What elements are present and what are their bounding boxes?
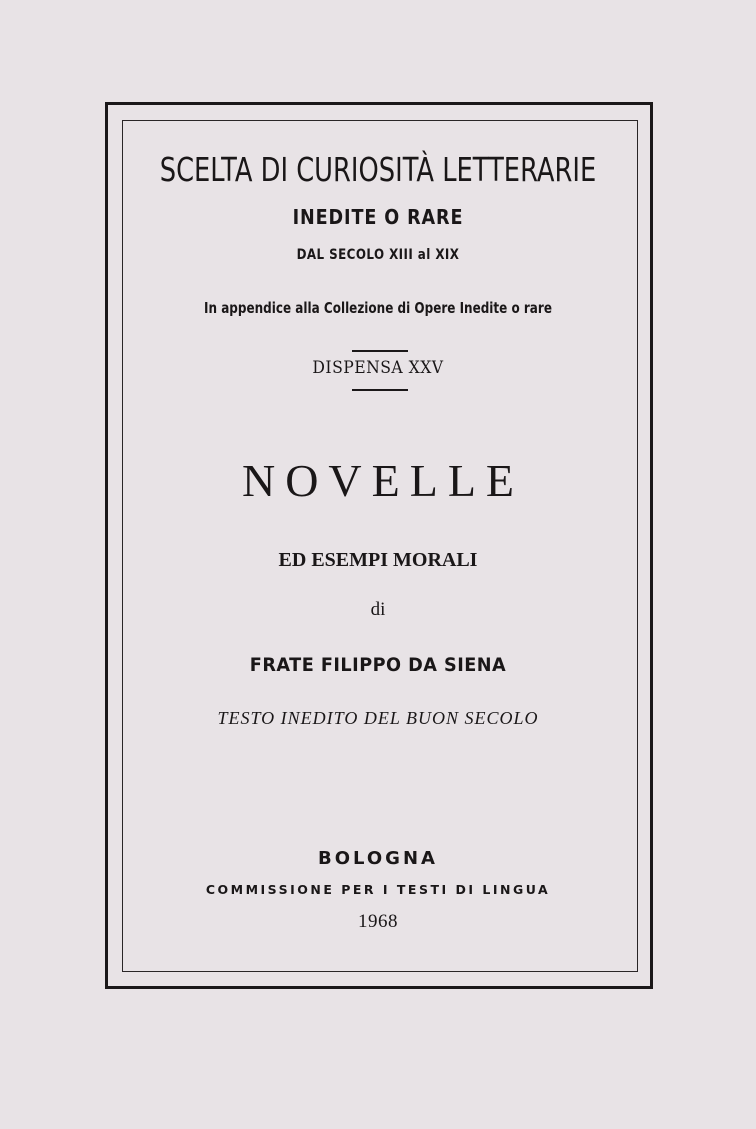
book-title: NOVELLE — [241, 455, 525, 506]
series-subtitle-centuries: DAL SECOLO XIII al XIX — [296, 247, 460, 263]
publisher-name: COMMISSIONE PER I TESTI DI LINGUA — [205, 882, 551, 897]
author-name: FRATE FILIPPO DA SIENA — [249, 654, 507, 676]
appendix-note: In appendice alla Collezione di Opere Inedite o rare — [204, 299, 552, 317]
text-description: TESTO INEDITO DEL BUON SECOLO — [217, 708, 539, 728]
series-title: SCELTA DI CURIOSITÀ LETTERARIE — [159, 150, 597, 189]
book-subtitle: ED ESEMPI MORALI — [278, 549, 478, 571]
publication-city: BOLOGNA — [318, 848, 438, 869]
dispensa-rule-bottom — [352, 389, 408, 391]
by-word: di — [370, 599, 386, 620]
dispensa-rule-top — [352, 350, 408, 352]
publication-year: 1968 — [358, 911, 398, 932]
series-subtitle-inedite: INEDITE O RARE — [292, 205, 464, 229]
dispensa-number: DISPENSA XXV — [312, 358, 444, 378]
